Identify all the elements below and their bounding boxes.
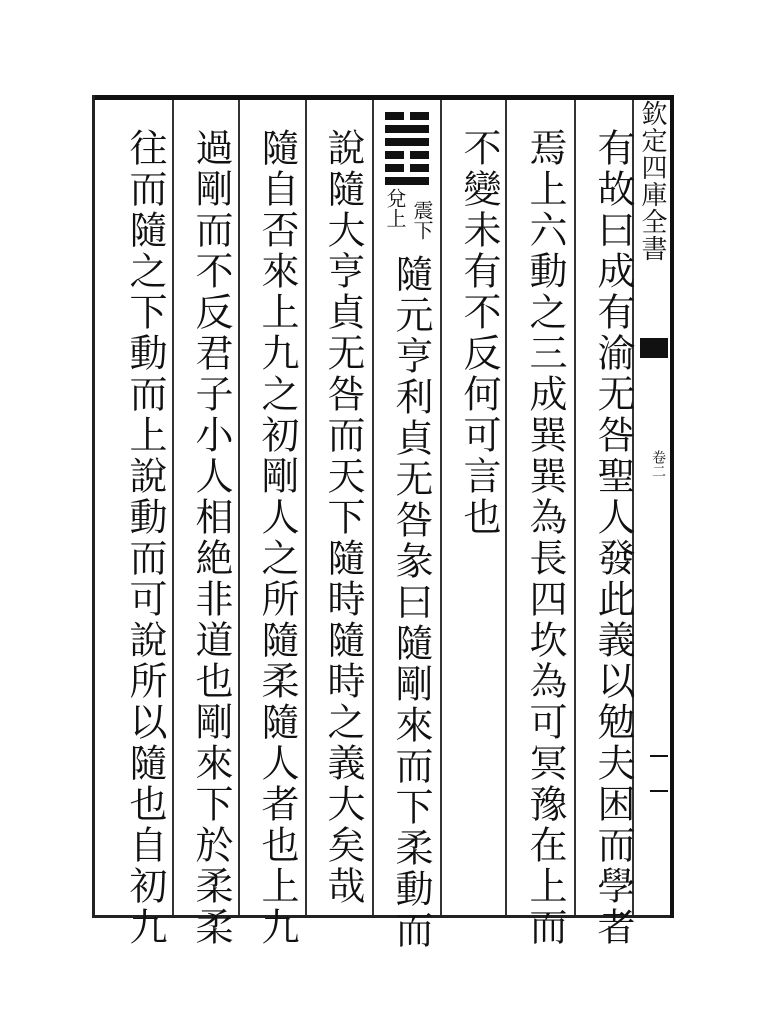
text-column-3: 不變未有不反何可言也 (457, 128, 501, 538)
text-column-4: 隨元亨利貞无咎彖曰隨剛來而下柔動而 (389, 254, 433, 951)
text-column-1: 有故曰成有渝无咎聖人發此義以勉夫困而學者 (591, 128, 635, 948)
text-column-8: 往而隨之下動而上說動而可說所以隨也自初九 (123, 128, 167, 948)
page-mark (650, 755, 668, 757)
text-column-7: 過剛而不反君子小人相絶非道也剛來下於柔柔 (189, 128, 233, 948)
volume-label: 卷二 (650, 450, 666, 478)
hexagram-line-yang (385, 177, 429, 185)
lower-trigram-label: 震下 (410, 200, 434, 240)
text-column-2: 焉上六動之三成巽巽為長四坎為可冥豫在上而 (523, 128, 567, 948)
book-title: 欽定四庫全書 (637, 100, 667, 262)
page-mark (650, 790, 668, 792)
frame-left-border (92, 95, 95, 918)
text-column-6: 隨自否來上九之初剛人之所隨柔隨人者也上九 (255, 128, 299, 948)
hexagram-line-yang (385, 138, 429, 146)
frame-right-border (670, 95, 674, 918)
hexagram-line-yin (385, 151, 429, 159)
text-column-5: 說隨大亨貞无咎而天下隨時隨時之義大矣哉 (321, 128, 365, 907)
frame-top-border (92, 95, 672, 100)
hexagram-line-yin (385, 164, 429, 172)
fish-tail-mark (640, 338, 668, 358)
hexagram-sui-figure (385, 112, 429, 190)
upper-trigram-label: 兌上 (383, 188, 407, 228)
hexagram-line-yang (385, 125, 429, 133)
hexagram-line-yin (385, 112, 429, 120)
